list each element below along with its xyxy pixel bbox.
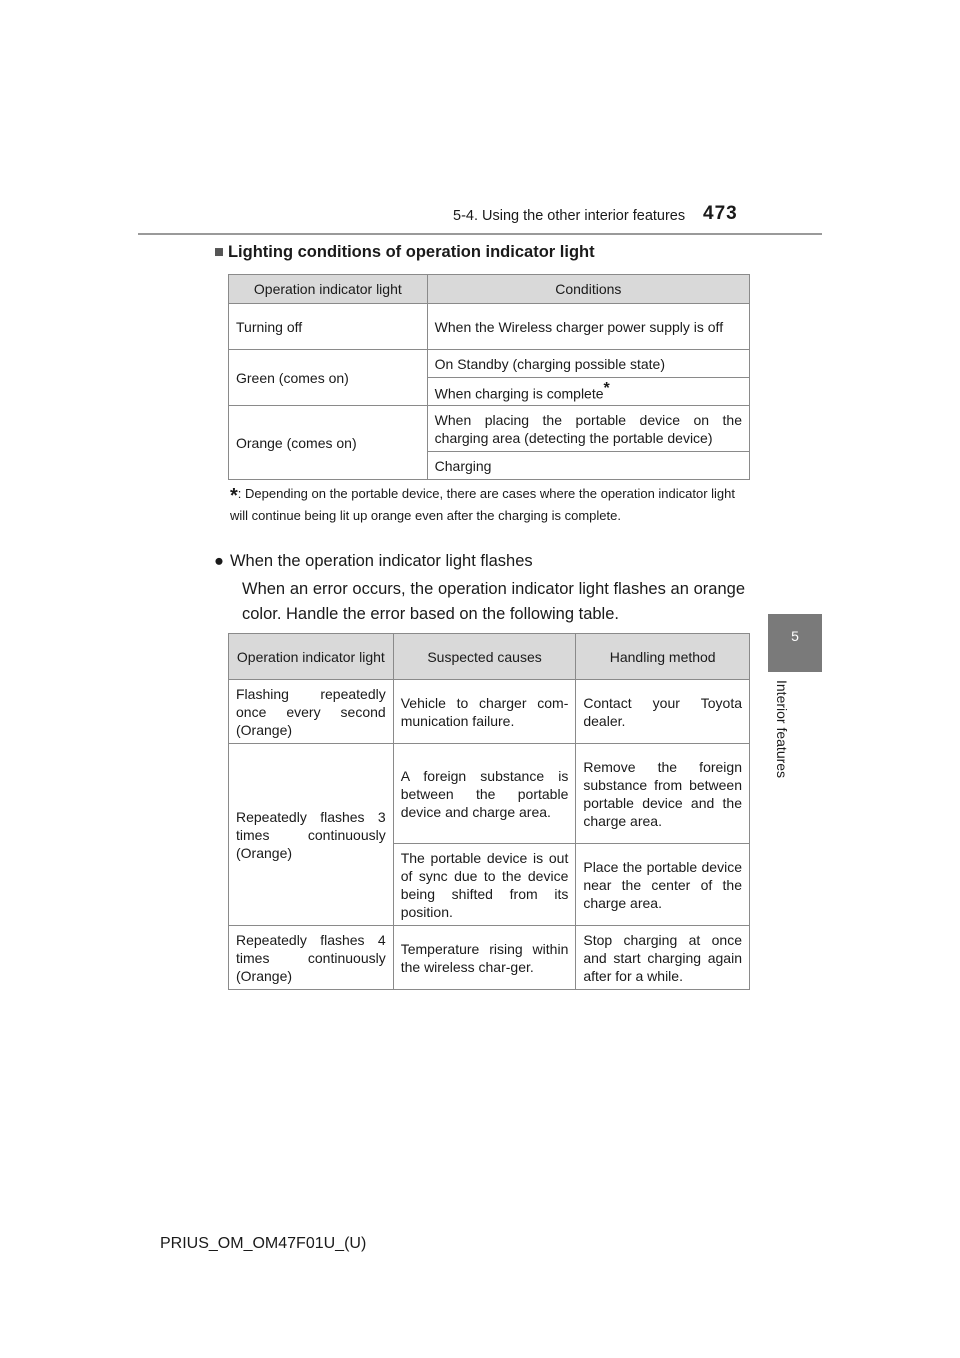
table-cell-light: Orange (comes on)	[229, 406, 428, 480]
table-cell-light: Repeatedly flashes 4 times continuously (Orange)	[229, 926, 394, 990]
bullet-paragraph: When an error occurs, the operation indicator light flashes an orange color. Handle the error based on the following table.	[242, 580, 745, 623]
document-id: PRIUS_OM_OM47F01U_(U)	[160, 1235, 367, 1252]
table-cell-method: Place the portable device near the center of the charge area.	[576, 844, 750, 926]
chapter-label: Interior features	[774, 680, 790, 779]
table-cell-cause: Temperature rising within the wireless char-ger.	[393, 926, 576, 990]
footnote-asterisk: *	[230, 485, 238, 507]
table-header-cell: Suspected causes	[393, 634, 576, 680]
circle-bullet-icon: ●	[214, 552, 224, 570]
table-header-cell: Handling method	[576, 634, 750, 680]
chapter-number: 5	[791, 628, 799, 644]
table-cell-cause: The portable device is out of sync due to the device being shifted from its position.	[393, 844, 576, 926]
asterisk-marker: *	[603, 380, 610, 398]
page-number: 473	[703, 203, 738, 224]
section-heading-text: Lighting conditions of operation indicator light	[227, 243, 595, 261]
bullet-heading	[214, 552, 533, 571]
lighting-conditions-table	[228, 274, 750, 480]
flashing-handling-table	[228, 633, 750, 990]
header-section-title: 5-4. Using the other interior features	[453, 208, 686, 224]
table-cell-light: Green (comes on)	[229, 350, 428, 406]
condition-text: When charging is complete	[434, 385, 604, 402]
table-cell-method: Remove the foreign substance from between portable device and the charge area.	[576, 744, 750, 844]
table-header-cell: Conditions	[427, 275, 749, 304]
square-bullet-icon: ■	[214, 243, 224, 261]
table-header-cell: Operation indicator light	[229, 275, 428, 304]
table-cell-cause: A foreign substance is between the portable device and charge area.	[393, 744, 576, 844]
table-cell-condition: When placing the portable device on the charging area (detecting the portable device)	[427, 406, 749, 452]
table-header-cell: Operation indicator light	[229, 634, 394, 680]
bullet-heading-text: When the operation indicator light flashes	[229, 552, 533, 570]
section-heading	[214, 243, 595, 262]
table-cell-condition: Charging	[427, 452, 749, 480]
table-cell-method: Contact your Toyota dealer.	[576, 680, 750, 744]
footnote	[230, 484, 744, 526]
page-header	[0, 0, 960, 240]
table-cell-condition: When the Wireless charger power supply is off	[427, 304, 749, 350]
table-cell-cause: Vehicle to charger com-munication failure.	[393, 680, 576, 744]
header-rule	[138, 233, 822, 235]
table-cell-condition: On Standby (charging possible state)	[427, 350, 749, 378]
table-cell-method: Stop charging at once and start charging again after for a while.	[576, 926, 750, 990]
table-cell-light: Turning off	[229, 304, 428, 350]
chapter-tab	[768, 614, 822, 672]
table-cell-light: Repeatedly flashes 3 times continuously (Orange)	[229, 744, 394, 926]
table-cell-condition	[427, 378, 749, 406]
footnote-text: : Depending on the portable device, there are cases where the operation indicator light will continue being lit up orange even after the charging is complete.	[230, 486, 736, 523]
table-cell-light: Flashing repeatedly once every second (Orange)	[229, 680, 394, 744]
